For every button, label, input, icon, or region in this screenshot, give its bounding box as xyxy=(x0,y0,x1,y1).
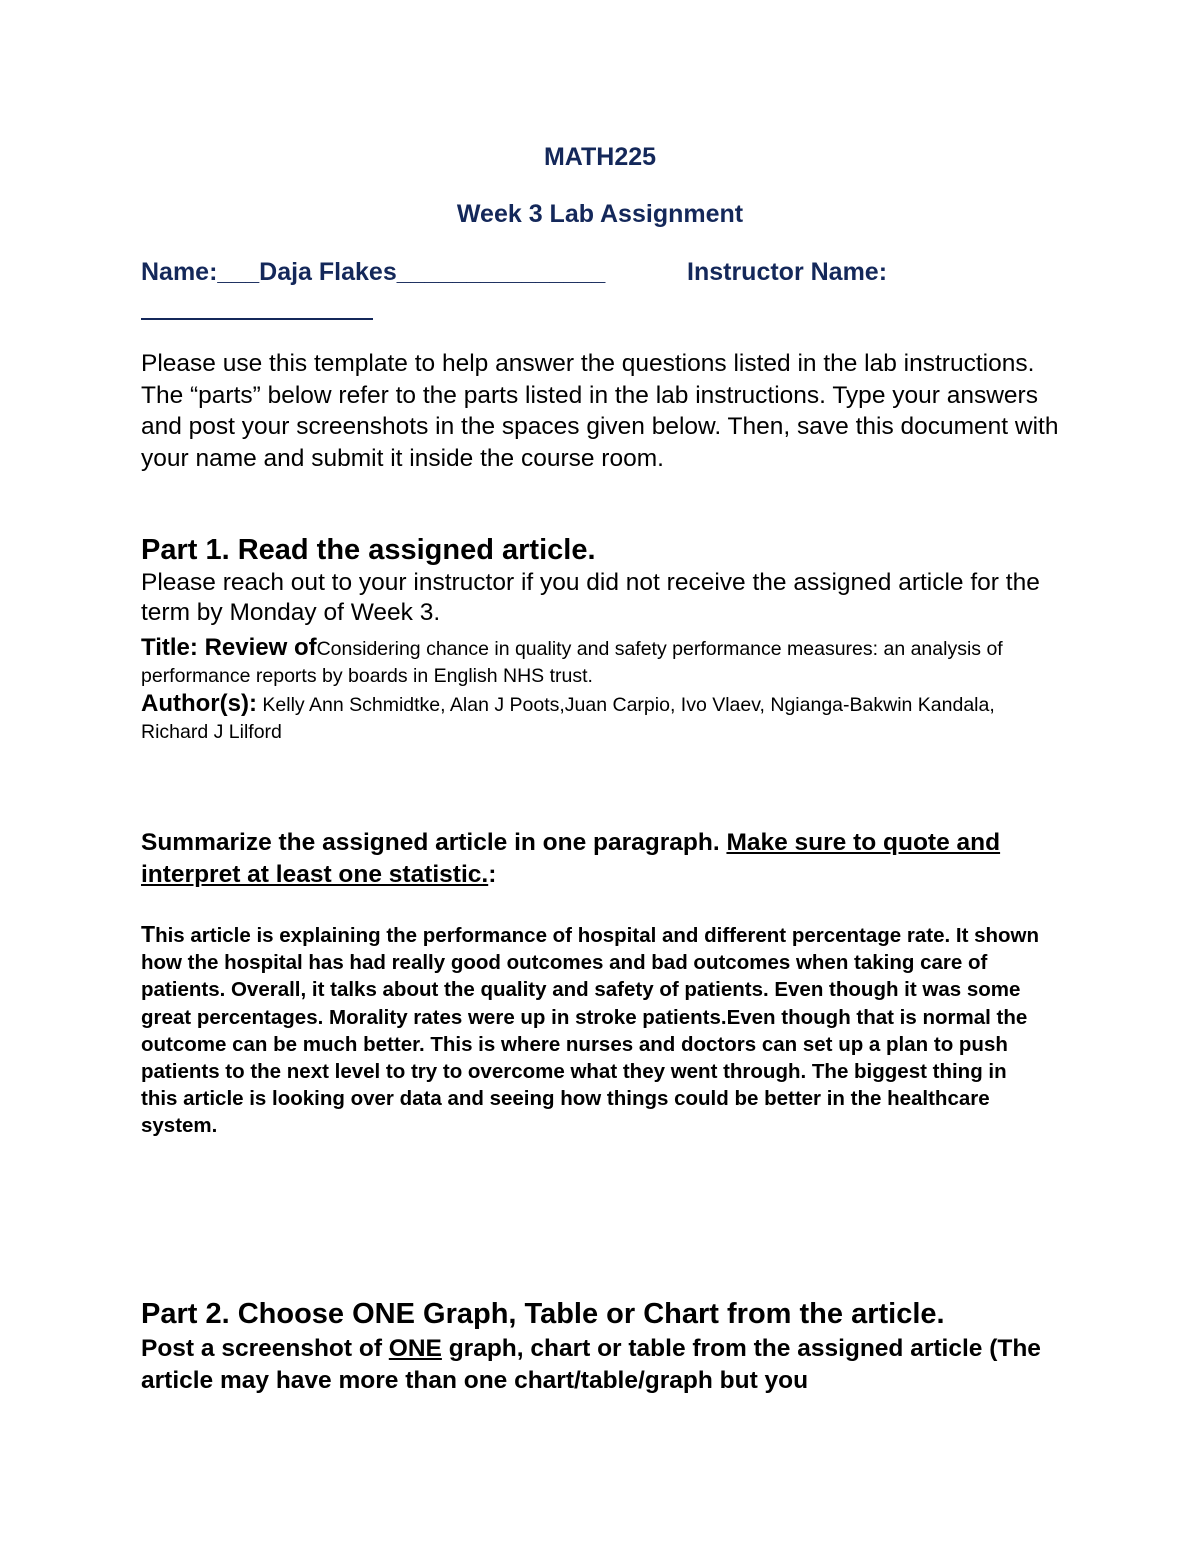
authors-row xyxy=(141,690,1081,746)
article-title-row xyxy=(141,634,1081,690)
student-name[interactable]: Daja Flakes xyxy=(259,258,397,286)
part1-heading: Part 1. Read the assigned article. xyxy=(141,534,596,566)
name-label: Name:___ xyxy=(141,258,260,286)
summary-answer[interactable] xyxy=(141,921,1041,1140)
summarize-end: : xyxy=(488,861,497,888)
name-blank: _______________ xyxy=(396,258,606,286)
part2-instruction-start: Post a screenshot of xyxy=(141,1335,389,1362)
assignment-title: Week 3 Lab Assignment xyxy=(456,200,744,228)
instructor-label: Instructor Name: xyxy=(687,258,888,286)
title-label: Title: Review of xyxy=(141,634,317,661)
summarize-emphasis: Make sure to quote and interpret at least one statistic. xyxy=(141,829,1001,888)
part2-instruction-end: graph, chart or table from the assigned article (The article may have more than one chart/table/graph but you xyxy=(141,1335,1041,1394)
authors-list[interactable]: Kelly Ann Schmidtke, Alan J Poots,Juan Carpio, Ivo Vlaev, Ngianga-Bakwin Kandala, xyxy=(256,694,995,716)
part2-instruction-emphasis: ONE xyxy=(388,1335,442,1362)
authors-list-last[interactable]: Richard J Lilford xyxy=(141,721,282,743)
article-title[interactable]: Considering chance in quality and safety performance measures: an analysis of performance reports by boards in English NHS trust. xyxy=(141,638,1003,687)
summarize-text: Summarize the assigned article in one paragraph. xyxy=(141,829,727,856)
summarize-prompt xyxy=(141,827,1081,891)
answer-first-letter: T xyxy=(141,921,156,947)
intro-paragraph: Please use this template to help answer the questions listed in the lab instructions. The “parts” below refer to the parts listed in the lab instructions. Type your answers and post your screenshots in the spaces given below. Then, save this document with your name and submit it inside the course room. xyxy=(141,350,1059,472)
authors-label: Author(s): xyxy=(141,690,257,717)
part2-heading: Part 2. Choose ONE Graph, Table or Chart from the article. xyxy=(141,1298,945,1330)
answer-text: his article is explaining the performance of hospital and different percentage rate. It shown how the hospital has had really good outcomes and bad outcomes when taking care of patients. Overall, it talks about the quality and safety of patients. Even though it was some great percentages. Morality rates were up in stroke patients.Even though that is normal the outcome can be much better. This is where nurses and doctors can set up a plan to push patients to the next level to try to overcome what they went through. The biggest thing in this article is looking over data and seeing how things could be better in the healthcare system. xyxy=(141,924,1040,1138)
name-row xyxy=(141,257,1081,287)
part2-instruction xyxy=(141,1333,1081,1397)
part1-instruction: Please reach out to your instructor if you did not receive the assigned article for the term by Monday of Week 3. xyxy=(141,569,1040,626)
course-code: MATH225 xyxy=(543,143,657,171)
instructor-name-blank[interactable] xyxy=(141,318,373,320)
